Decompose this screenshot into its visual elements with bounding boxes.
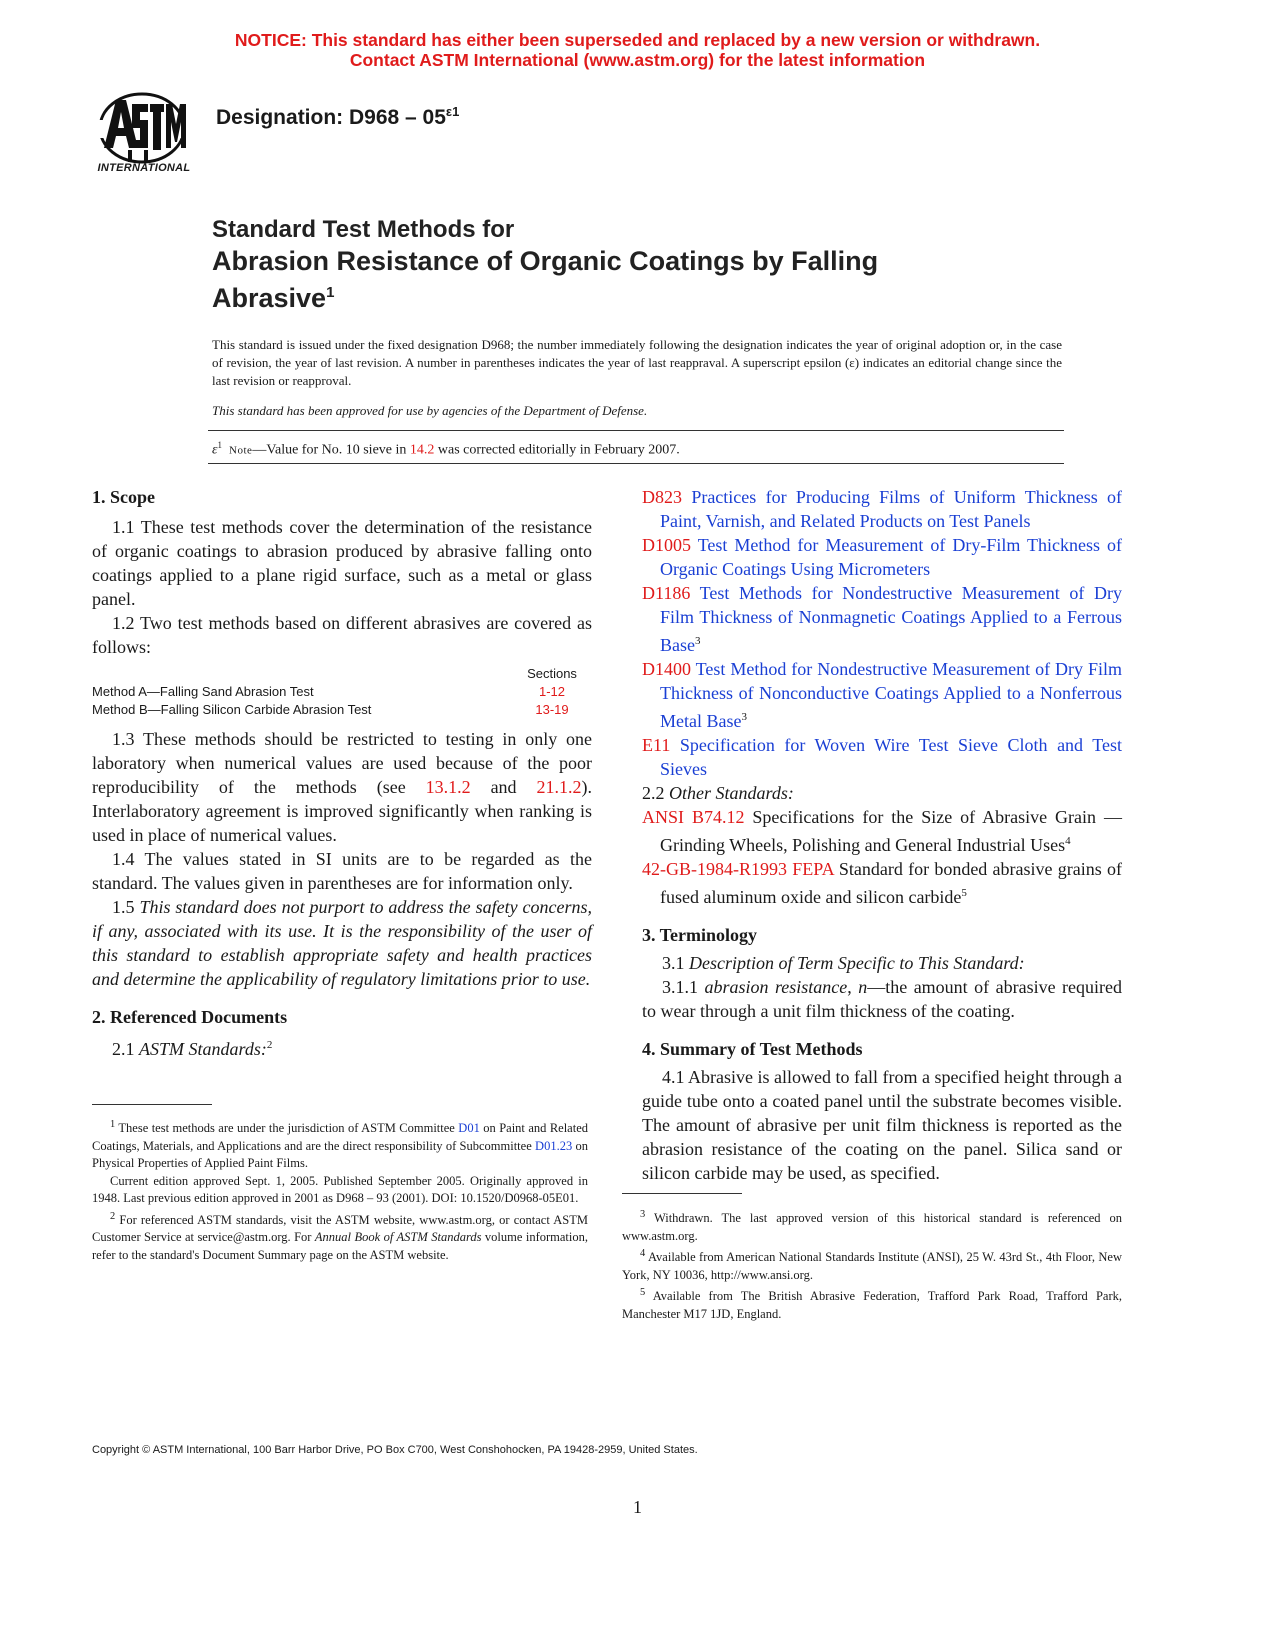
ref-code-link[interactable]: 42-GB-1984-R1993 FEPA <box>642 859 834 879</box>
fn1-text: on Paint and Related Coatings, Materials, and Applications and are the direct responsibility of Subcommittee <box>92 1121 588 1153</box>
notice-line-2: Contact ASTM International (www.astm.org) for the latest information <box>349 50 926 70</box>
summary-heading: 4. Summary of Test Methods <box>642 1039 863 1059</box>
epsilon-symbol: ε <box>212 442 218 458</box>
footnote-mark: 1 <box>110 1119 116 1130</box>
term-description-label: Description of Term Specific to This Standard: <box>689 953 1025 973</box>
fn2-text: volume information, refer to the standard's Document Summary page on the ASTM website. <box>92 1230 588 1262</box>
list-item <box>642 485 1122 533</box>
p1-5-number: 1.5 <box>112 897 140 917</box>
p2-2-number: 2.2 <box>642 783 669 803</box>
p2-1-number: 2.1 <box>112 1039 139 1059</box>
document-title <box>212 215 1112 314</box>
note-text-before: —Value for No. 10 sieve in <box>252 442 410 458</box>
epsilon-superscript: 1 <box>217 440 223 450</box>
footnotes-left <box>92 1116 588 1264</box>
other-standards-label: Other Standards: <box>669 783 794 803</box>
paragraph-4-1: 4.1 Abrasive is allowed to fall from a specified height through a guide tube onto a coated panel until the substrate becomes visible. The amount of abrasive per unit film thickness is reported as the abrasion resistance of the coating on the panel. Silica sand or silicon carbide may be used, as specified. <box>642 1067 1122 1183</box>
ref-title-link[interactable]: Specification for Woven Wire Test Sieve Cloth and Test Sieves <box>660 735 1122 779</box>
footnote-mark: 4 <box>640 1248 646 1260</box>
fn2-italic: Annual Book of ASTM Standards <box>314 1230 482 1245</box>
fn1-text: on Physical Properties of Applied Paint Films. <box>92 1138 588 1171</box>
ref-title-link[interactable]: Practices for Producing Films of Uniform Thickness of Paint, Varnish, and Related Products on Test Panels <box>660 487 1123 531</box>
p1-3-text: ). Interlaboratory agreement is improved significantly when ranking is used in place of numerical values. <box>92 777 592 845</box>
method-sections-link[interactable]: 1-12 <box>538 684 566 699</box>
p3-1-1-number: 3.1.1 <box>662 977 705 997</box>
methods-table <box>92 665 592 719</box>
table-row <box>92 701 592 719</box>
ref-code-link[interactable]: D1005 <box>642 535 691 555</box>
ref-code-link[interactable]: D1186 <box>642 583 691 603</box>
ref-code-link[interactable]: D823 <box>642 487 682 507</box>
footnote-4 <box>622 1245 1122 1284</box>
term-separator: , <box>847 977 859 997</box>
list-item <box>642 581 1122 657</box>
p1-3-text: 1.3 These methods should be restricted to testing in only one laboratory when numerical values are used because of the poor reproducibility of the methods (see <box>92 729 592 797</box>
page-number: 1 <box>633 1497 642 1517</box>
left-column <box>92 485 592 1061</box>
ref-title-link[interactable]: Test Method for Nondestructive Measurement of Dry Film Thickness of Nonconductive Coatings Applied to a Nonferrous Metal Base <box>660 659 1122 731</box>
title-line-3 <box>212 277 1112 314</box>
fn3-text: Withdrawn. The last approved version of this historical standard is referenced on www.astm.org. <box>622 1211 1122 1243</box>
ref-title: Specifications for the Size of Abrasive Grain — Grinding Wheels, Polishing and General Industrial Uses <box>660 807 1122 855</box>
list-item <box>642 805 1122 857</box>
method-name: Method B—Falling Silicon Carbide Abrasion Test <box>92 702 372 717</box>
footnote-ref: 4 <box>1065 835 1071 847</box>
right-column <box>642 485 1122 1185</box>
footnote-ref: 3 <box>741 711 747 723</box>
footnote-ref: 3 <box>695 635 701 647</box>
designation-superscript: ε1 <box>445 104 460 119</box>
paragraph-2-1 <box>92 1033 592 1061</box>
fn5-text: Available from The British Abrasive Federation, Trafford Park Road, Trafford Park, Manchester M17 1JD, England. <box>622 1289 1123 1321</box>
fn4-text: Available from American National Standards Institute (ANSI), 25 W. 43rd St., 4th Floor, New York, NY 10036, http://www.ansi.org. <box>622 1250 1122 1282</box>
footnote-3 <box>622 1206 1122 1245</box>
list-item <box>642 733 1122 781</box>
methods-table-header <box>92 665 592 683</box>
ref-code-link[interactable]: ANSI B74.12 <box>642 807 745 827</box>
note-label: Note <box>229 444 253 457</box>
ref-title-link[interactable]: Test Method for Measurement of Dry-Film Thickness of Organic Coatings Using Micrometers <box>660 535 1123 579</box>
p1-3-text: and <box>470 777 537 797</box>
scope-heading: 1. Scope <box>92 487 155 507</box>
title-line-2: Abrasion Resistance of Organic Coatings by Falling <box>212 246 879 276</box>
footnote-ref-2: 2 <box>266 1039 273 1051</box>
section-link-21-1-2[interactable]: 21.1.2 <box>536 777 582 797</box>
editorial-note <box>212 440 680 459</box>
table-row <box>92 683 592 701</box>
fn2-text: For referenced ASTM standards, visit the ASTM website, www.astm.org, or contact ASTM Customer Service at service@astm.org. For <box>92 1212 589 1245</box>
paragraph-1-1: 1.1 These test methods cover the determination of the resistance of organic coatings to abrasion produced by abrasive falling onto coatings applied to a plane rigid surface, such as a metal or glass panel. <box>92 517 592 609</box>
terminology-heading: 3. Terminology <box>642 925 758 945</box>
ref-title: Standard for bonded abrasive grains of fused aluminum oxide and silicon carbide <box>660 859 1122 907</box>
divider-bottom <box>208 463 1064 464</box>
designation-text: Designation: D968 – 05 <box>216 106 446 129</box>
section-link-13-1-2[interactable]: 13.1.2 <box>425 777 471 797</box>
sections-header: Sections <box>527 666 577 681</box>
footnote-5 <box>622 1284 1122 1323</box>
issuance-statement: This standard is issued under the fixed designation D968; the number immediately following the designation indicates the year of original adoption or, in the case of revision, the year of last revision. A number in parentheses indicates the year of last reappraval. A superscript epsilon (ε) indicates an editorial change since the last revision or reapproval. <box>212 337 1062 388</box>
safety-statement: This standard does not purport to address the safety concerns, if any, associated with its use. It is the responsibility of the user of this standard to establish appropriate safety and health practices and determine the applicability of regulatory limitations prior to use. <box>92 897 593 989</box>
footnote-ref: 5 <box>961 887 967 899</box>
footnote-1 <box>92 1116 588 1173</box>
footnotes-right <box>622 1206 1122 1323</box>
copyright-notice: Copyright © ASTM International, 100 Barr Harbor Drive, PO Box C700, West Conshohocken, PA 19428-2959, United States. <box>92 1444 698 1456</box>
method-name: Method A—Falling Sand Abrasion Test <box>92 684 314 699</box>
paragraph-1-5 <box>92 895 592 991</box>
fn1-text: These test methods are under the jurisdiction of ASTM Committee <box>118 1121 459 1136</box>
dod-approval-note: This standard has been approved for use by agencies of the Department of Defense. <box>212 403 648 418</box>
p3-1-number: 3.1 <box>662 953 689 973</box>
astm-standards-label: ASTM Standards: <box>139 1039 267 1059</box>
logo-caption: INTERNATIONAL <box>97 162 191 174</box>
referenced-documents-heading: 2. Referenced Documents <box>92 1007 288 1027</box>
astm-logo <box>92 90 196 182</box>
subcommittee-d01-23-link[interactable]: D01.23 <box>535 1138 573 1153</box>
title-line-1: Standard Test Methods for <box>212 216 515 243</box>
ref-title-link[interactable]: Test Methods for Nondestructive Measurement of Dry Film Thickness of Nonmagnetic Coatings Applied to a Ferrous Base <box>660 583 1122 655</box>
list-item <box>642 857 1122 909</box>
footnote-1-edition: Current edition approved Sept. 1, 2005. Published September 2005. Originally approved in 1948. Last previous edition approved in 2001 as D968 – 93 (2001). DOI: 10.1520/D0968-05E01. <box>92 1173 588 1206</box>
footnote-2 <box>92 1208 588 1265</box>
notice-line-1: NOTICE: This standard has either been superseded and replaced by a new version or withdrawn. <box>234 30 1041 50</box>
list-item <box>642 657 1122 733</box>
defined-term: abrasion resistance <box>704 977 848 997</box>
withdrawal-notice <box>0 30 1275 70</box>
title-footnote-ref: 1 <box>326 284 335 301</box>
paragraph-1-2: 1.2 Two test methods based on different abrasives are covered as follows: <box>92 613 592 657</box>
term-part-of-speech: n <box>858 977 868 997</box>
footnote-divider-left <box>92 1104 212 1105</box>
ref-code-link[interactable]: D1400 <box>642 659 691 679</box>
paragraph-1-3 <box>92 727 592 847</box>
method-sections-link[interactable]: 13-19 <box>535 702 569 717</box>
committee-d01-link[interactable]: D01 <box>458 1121 480 1136</box>
term-definition: —the amount of abrasive required to wear through a unit film thickness of the coating. <box>642 977 1123 1021</box>
paragraph-3-1-1 <box>642 975 1122 1023</box>
paragraph-1-4: 1.4 The values stated in SI units are to be regarded as the standard. The values given in parentheses are for information only. <box>92 849 592 893</box>
footnote-mark: 3 <box>640 1209 646 1220</box>
footnote-mark: 2 <box>110 1210 116 1222</box>
list-item <box>642 533 1122 581</box>
paragraph-3-1 <box>642 951 1122 975</box>
footnote-mark: 5 <box>640 1287 646 1299</box>
designation <box>216 104 459 130</box>
note-text-after: was corrected editorially in February 2007. <box>434 442 680 458</box>
section-link-14-2[interactable]: 14.2 <box>409 442 435 458</box>
divider-top <box>208 430 1064 431</box>
footnote-divider-right <box>622 1193 742 1194</box>
title-line-3-text: Abrasive <box>212 283 327 313</box>
ref-code-link[interactable]: E11 <box>642 735 671 755</box>
paragraph-2-2 <box>642 781 1122 805</box>
